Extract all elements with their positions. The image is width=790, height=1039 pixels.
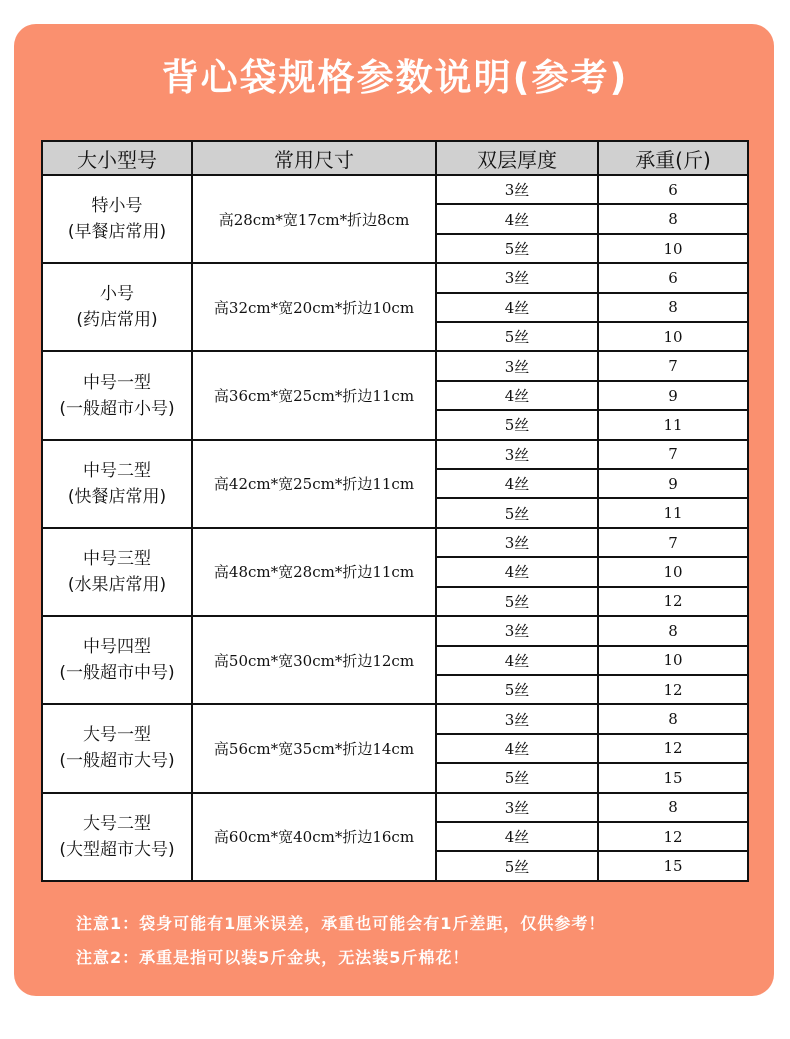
size-usage: (水果店常用) — [67, 574, 167, 595]
size-name: 中号三型 — [83, 548, 151, 569]
dimensions-cell: 高36cm*宽25cm*折边11cm — [192, 351, 436, 439]
thickness-cell: 5丝 — [436, 675, 598, 704]
table-row — [42, 616, 748, 645]
header-thickness: 双层厚度 — [436, 141, 598, 175]
weight-cell: 6 — [598, 263, 748, 292]
thickness-cell: 4丝 — [436, 557, 598, 586]
thickness-cell: 5丝 — [436, 851, 598, 881]
size-usage: (一般超市大号) — [59, 751, 175, 772]
dimensions-cell: 高60cm*宽40cm*折边16cm — [192, 793, 436, 881]
thickness-cell: 5丝 — [436, 498, 598, 527]
weight-cell: 10 — [598, 234, 748, 263]
size-name: 特小号 — [91, 196, 143, 217]
note-2: 注意2：承重是指可以装5斤金块，无法装5斤棉花！ — [76, 948, 470, 967]
size-name: 中号四型 — [83, 637, 151, 658]
weight-cell: 12 — [598, 587, 748, 616]
size-cell — [42, 616, 192, 704]
thickness-cell: 5丝 — [436, 234, 598, 263]
weight-cell: 8 — [598, 204, 748, 233]
size-cell — [42, 263, 192, 351]
page-title: 背心袋规格参数说明(参考) — [161, 56, 629, 99]
dimensions-cell: 高42cm*宽25cm*折边11cm — [192, 440, 436, 528]
spec-table — [41, 140, 749, 882]
weight-cell: 15 — [598, 851, 748, 881]
header-weight: 承重(斤) — [598, 141, 748, 175]
size-cell — [42, 440, 192, 528]
thickness-cell: 3丝 — [436, 351, 598, 380]
thickness-cell: 5丝 — [436, 763, 598, 792]
thickness-cell: 4丝 — [436, 204, 598, 233]
weight-cell: 7 — [598, 351, 748, 380]
table-row — [42, 263, 748, 292]
thickness-cell: 5丝 — [436, 322, 598, 351]
size-cell — [42, 175, 192, 263]
thickness-cell: 4丝 — [436, 734, 598, 763]
size-name: 大号一型 — [83, 725, 151, 746]
weight-cell: 12 — [598, 734, 748, 763]
thickness-cell: 3丝 — [436, 175, 598, 204]
weight-cell: 6 — [598, 175, 748, 204]
table-row — [42, 704, 748, 733]
table-row — [42, 528, 748, 557]
thickness-cell: 4丝 — [436, 381, 598, 410]
dimensions-cell: 高32cm*宽20cm*折边10cm — [192, 263, 436, 351]
weight-cell: 8 — [598, 616, 748, 645]
size-usage: (早餐店常用) — [67, 222, 167, 243]
dimensions-cell: 高56cm*宽35cm*折边14cm — [192, 704, 436, 792]
table-row — [42, 440, 748, 469]
weight-cell: 10 — [598, 646, 748, 675]
table-row — [42, 793, 748, 822]
thickness-cell: 3丝 — [436, 440, 598, 469]
size-cell — [42, 351, 192, 439]
size-usage: (药店常用) — [76, 310, 158, 331]
weight-cell: 11 — [598, 498, 748, 527]
thickness-cell: 5丝 — [436, 410, 598, 439]
weight-cell: 9 — [598, 381, 748, 410]
header-size: 大小型号 — [42, 141, 192, 175]
thickness-cell: 4丝 — [436, 646, 598, 675]
dimensions-cell: 高50cm*宽30cm*折边12cm — [192, 616, 436, 704]
weight-cell: 15 — [598, 763, 748, 792]
thickness-cell: 5丝 — [436, 587, 598, 616]
weight-cell: 8 — [598, 793, 748, 822]
table-header-row — [42, 141, 748, 175]
thickness-cell: 3丝 — [436, 704, 598, 733]
dimensions-cell: 高28cm*宽17cm*折边8cm — [192, 175, 436, 263]
thickness-cell: 4丝 — [436, 293, 598, 322]
thickness-cell: 3丝 — [436, 528, 598, 557]
weight-cell: 10 — [598, 322, 748, 351]
size-usage: (大型超市大号) — [59, 839, 175, 860]
size-cell — [42, 704, 192, 792]
size-usage: (一般超市中号) — [59, 663, 175, 684]
size-usage: (快餐店常用) — [67, 486, 167, 507]
size-name: 小号 — [100, 284, 134, 305]
thickness-cell: 3丝 — [436, 616, 598, 645]
weight-cell: 12 — [598, 675, 748, 704]
weight-cell: 7 — [598, 440, 748, 469]
weight-cell: 8 — [598, 704, 748, 733]
weight-cell: 11 — [598, 410, 748, 439]
size-name: 中号二型 — [83, 460, 151, 481]
table-row — [42, 351, 748, 380]
weight-cell: 10 — [598, 557, 748, 586]
dimensions-cell: 高48cm*宽28cm*折边11cm — [192, 528, 436, 616]
size-cell — [42, 528, 192, 616]
thickness-cell: 3丝 — [436, 793, 598, 822]
thickness-cell: 4丝 — [436, 822, 598, 851]
thickness-cell: 4丝 — [436, 469, 598, 498]
table-body — [42, 175, 748, 881]
thickness-cell: 3丝 — [436, 263, 598, 292]
header-dimensions: 常用尺寸 — [192, 141, 436, 175]
note-1: 注意1：袋身可能有1厘米误差，承重也可能会有1斤差距，仅供参考！ — [76, 914, 606, 933]
table-row — [42, 175, 748, 204]
size-name: 中号一型 — [83, 372, 151, 393]
size-cell — [42, 793, 192, 881]
weight-cell: 9 — [598, 469, 748, 498]
size-usage: (一般超市小号) — [59, 398, 175, 419]
weight-cell: 12 — [598, 822, 748, 851]
size-name: 大号二型 — [83, 813, 151, 834]
weight-cell: 7 — [598, 528, 748, 557]
weight-cell: 8 — [598, 293, 748, 322]
